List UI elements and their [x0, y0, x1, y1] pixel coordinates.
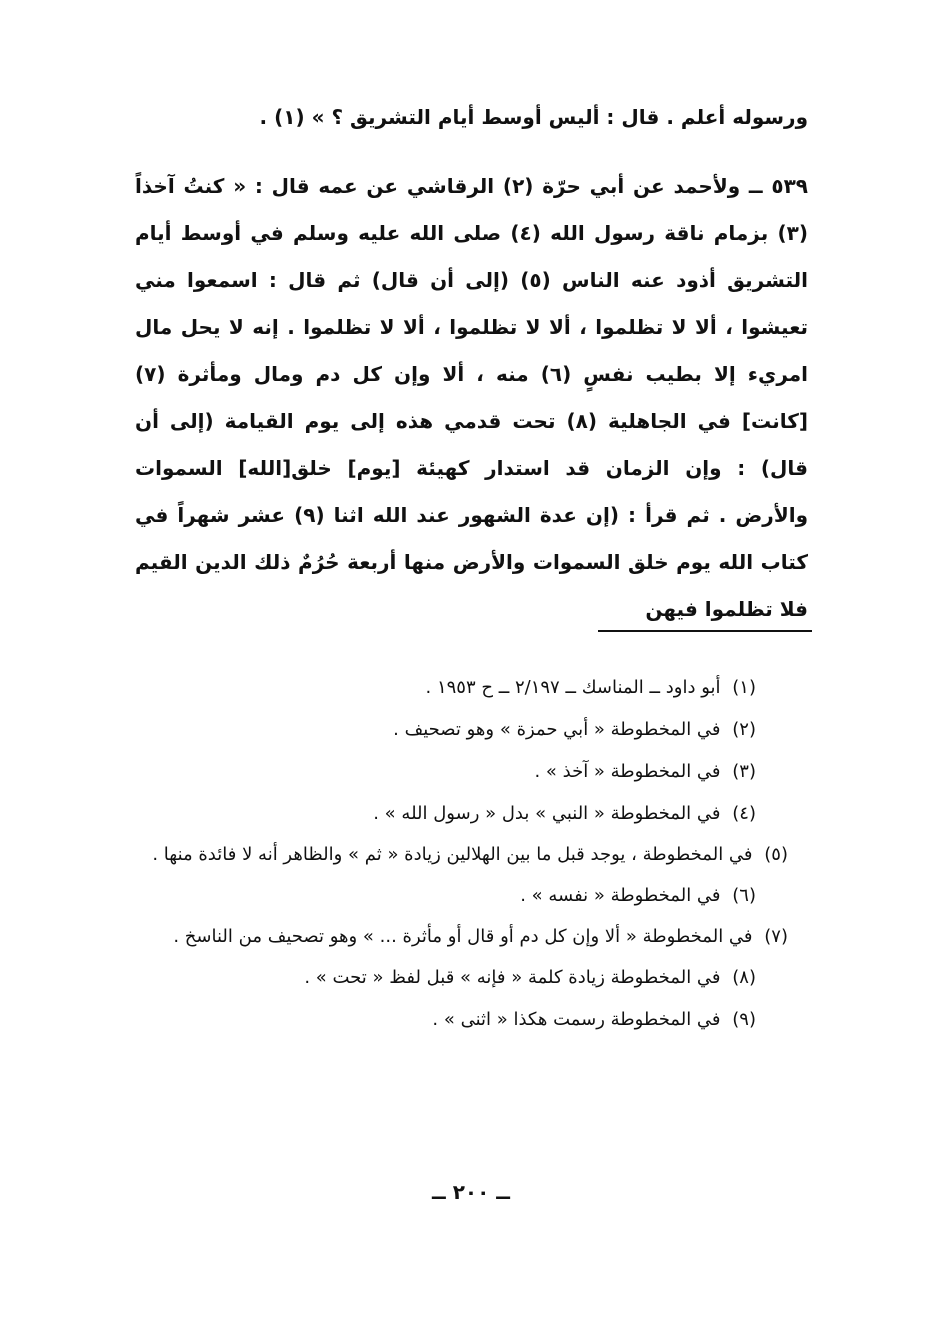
footnote-5 — [135, 835, 808, 875]
footnote-4 — [135, 793, 808, 835]
hadith-539-paragraph: ٥٣٩ ــ ولأحمد عن أبي حرّة (٢) الرقاشي عن عمه قال : « كنتُ آخذاً (٣) بزمام ناقة رسول الله (٤) صلى الله عليه وسلم في أوسط أيام التشريق أذود عنه الناس (٥) (إلى أن قال) ثم قال : اسمعوا مني تعيشوا ، ألا لا تظلموا ، ألا لا تظلموا ، ألا لا تظلموا . إنه لا يحل مال امريء إلا بطيب نفسٍ (٦) منه ، ألا وإن كل دم ومال ومأثرة (٧) [كانت] في الجاهلية (٨) تحت قدمي هذه إلى يوم القيامة (إلى أن قال) : وإن الزمان قد استدار كهيئة [يوم] خلق[الله] السموات والأرض . ثم قرأ : (إن عدة الشهور عند الله اثنا (٩) عشر شهراً في كتاب الله يوم خلق السموات والأرض منها أربعة حُرُمٌ ذلك الدين القيم فلا تظلموا فيهن — [135, 174, 809, 621]
footnote-text: في المخطوطة رسمت هكذا « اثنى » . — [432, 1009, 721, 1030]
footnote-text: في المخطوطة « نفسه » . — [520, 885, 721, 906]
footnote-number: (٣) — [732, 761, 756, 782]
footnote-text: أبو داود ــ المناسك ــ ٢/١٩٧ ــ ح ١٩٥٣ . — [425, 677, 721, 698]
footnote-2 — [135, 709, 808, 751]
footnote-number: (٩) — [732, 1009, 756, 1030]
footnote-text: في المخطوطة « ألا وإن كل دم أو قال أو مأثرة ... » وهو تصحيف من الناسخ . — [173, 926, 753, 947]
footnote-1 — [135, 667, 808, 709]
footnote-text: في المخطوطة « أبي حمزة » وهو تصحيف . — [393, 719, 721, 740]
footnote-number: (١) — [732, 677, 756, 698]
footnote-divider — [598, 630, 812, 632]
footnote-number: (٨) — [732, 967, 756, 988]
footnote-number: (٤) — [732, 803, 756, 824]
footnote-text: في المخطوطة « النبي » بدل « رسول الله » . — [373, 803, 721, 824]
footnote-7 — [135, 917, 808, 957]
footnote-number: (٦) — [732, 885, 756, 906]
opening-line: ورسوله أعلم . قال : أليس أوسط أيام التشريق ؟ » (١) . — [259, 105, 808, 129]
main-text — [135, 94, 808, 633]
footnote-6 — [135, 875, 808, 917]
footnote-3 — [135, 751, 808, 793]
footnote-9 — [135, 999, 808, 1041]
footnote-number: (٢) — [732, 719, 756, 740]
footnote-text: في المخطوطة ، يوجد قبل ما بين الهلالين زيادة « ثم » والظاهر أنه لا فائدة منها . — [152, 844, 753, 865]
footnote-text: في المخطوطة « آخذ » . — [534, 761, 721, 782]
footnote-number: (٥) — [764, 844, 788, 865]
page-number: ــ ٢٠٠ ــ — [432, 1180, 510, 1204]
footnotes — [135, 667, 808, 1041]
footnote-text: في المخطوطة زيادة كلمة « فإنه » قبل لفظ « تحت » . — [304, 967, 721, 988]
footnote-number: (٧) — [764, 926, 788, 947]
footnote-8 — [135, 957, 808, 999]
